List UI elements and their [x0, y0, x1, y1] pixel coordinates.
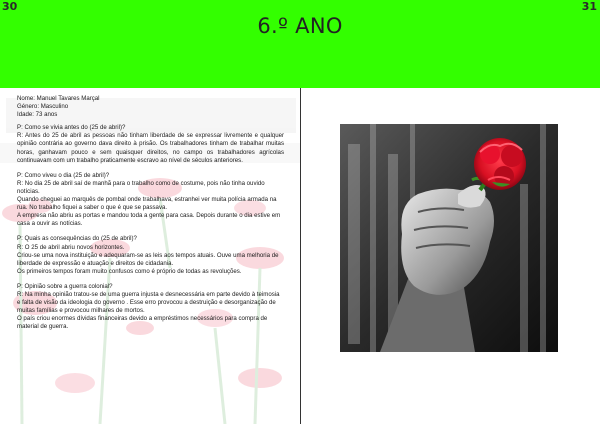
qa-block [17, 124, 284, 164]
question: P: Opinião sobre a guerra colonial? [17, 282, 113, 290]
interviewee-info [17, 95, 284, 119]
question: P: Quais as consequências do (25 de abril)? [17, 235, 137, 243]
page-number-right: 31 [581, 0, 597, 13]
page-number-left: 30 [2, 0, 18, 13]
qa-block [17, 235, 284, 275]
answer: Os primeiros tempos foram muito confusos como é próprio de todas as revoluções. [17, 267, 242, 275]
qa-block [17, 172, 284, 229]
page-divider [300, 88, 301, 424]
answer: R: Antes do 25 de abril as pessoas não tinham liberdade de se expressar livremente e qualquer opinião contrária ao governo dava direito à prisão. Os trabalhadores tinham de trabalhar muitas horas, ganhavam pouco e sem quaisquer direitos, no campo os trabalhadores agrícolas continuavam com um trabalho praticamente escravo ao nível de séculos anteriores. [17, 132, 284, 164]
answer: A empresa não abriu as portas e mandou toda a gente para casa. Depois durante o dia estive em casa a ouvir as notícias. [17, 212, 281, 228]
answer: R: O 25 de abril abriu novos horizontes. [17, 243, 125, 251]
answer: Criou-se uma nova instituição e adequaram-se as leis aos tempos atuais. Ouve uma melhoria de liberdade de expressão e atuação e direitos de cidadania. [17, 251, 279, 267]
carnation-fist-photo [340, 124, 558, 352]
header-banner [0, 0, 600, 88]
qa-block [17, 283, 284, 332]
interviewee-gender: Género: Masculino [17, 103, 69, 111]
left-page [0, 88, 300, 424]
answer: Quando cheguei ao marquês de pombal onde trabalhava, estranhei ver muita polícia armada na rua. No trabalho fiquei a saber o que é que se passava. [17, 196, 277, 212]
answer: R: No dia 25 de abril saí de manhã para o trabalho como de costume, pois não tinha ouvido notícias. [17, 179, 265, 195]
page-title: 6.º ANO [257, 14, 343, 38]
answer: R: Na minha opinião tratou-se de uma guerra injusta e desnecessária em parte devido à teimosia e falta de visão da ideologia do governo . Esse erro provocou a destruição e desorganização de muitas famílias e provocou milhares de mortos. [17, 290, 280, 315]
answer: O país criou enormes dívidas financeiras devido a empréstimos necessários para compra de material de guerra. [17, 315, 268, 331]
question: P: Como se vivia antes do (25 de abril)? [17, 124, 126, 132]
question: P: Como viveu o dia (25 de abril)? [17, 171, 110, 179]
interviewee-age: Idade: 73 anos [17, 111, 58, 119]
interviewee-name: Nome: Manuel Tavares Marçal [17, 95, 100, 102]
interview-text [17, 95, 284, 338]
